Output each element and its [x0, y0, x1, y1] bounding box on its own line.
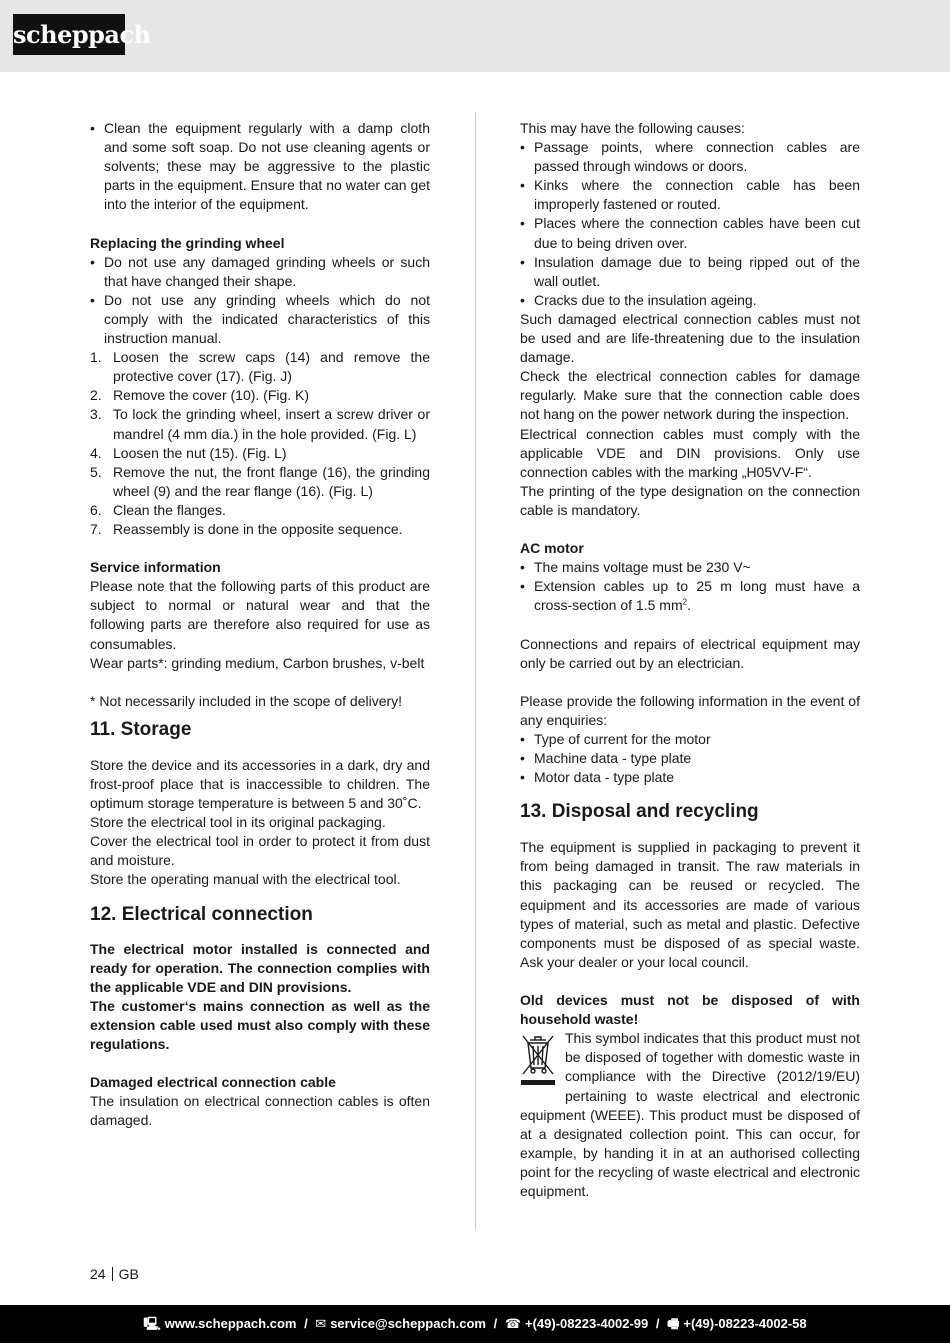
electrical-warning: The electrical motor installed is connected and ready for operation. The connection complies with the applicable VDE and DIN provisions.: [90, 940, 430, 995]
enquiry-item: • Machine data - type plate: [520, 749, 860, 768]
grinding-step: 2. Remove the cover (10). (Fig. K): [90, 387, 310, 404]
enquiry-item: • Motor data - type plate: [520, 768, 860, 787]
causes-intro: This may have the following causes:: [520, 120, 745, 136]
cause-item: • Passage points, where connection cables are passed through windows or doors.: [520, 138, 860, 176]
cause-item: • Insulation damage due to being ripped out of the wall outlet.: [520, 253, 860, 291]
crossed-bin-icon: [520, 1031, 556, 1087]
cause-item: • Kinks where the connection cable has been improperly fastened or routed.: [520, 176, 860, 214]
grinding-step: 3. To lock the grinding wheel, insert a screw driver or mandrel (4 mm dia.) in the hole provided. (Fig. L): [90, 406, 430, 442]
ac-extension-item: • Extension cables up to 25 m long must have a cross-section of 1.5 $mm^2$.: [520, 577, 860, 615]
old-devices-heading: Old devices must not be disposed of with household waste!: [520, 992, 860, 1028]
right-column: [520, 119, 860, 1201]
mail-icon: ✉: [315, 1316, 327, 1331]
computer-icon: 🖳: [143, 1316, 161, 1331]
phone-number[interactable]: +(49)-08223-4002-99: [525, 1316, 649, 1331]
ac-voltage-item: • The mains voltage must be 230 V~: [520, 558, 860, 577]
electrical-warning: The customer‘s mains connection as well as the extension cable used must also comply with these regulations.: [90, 997, 430, 1053]
repairs-note: Connections and repairs of electrical equipment may only be carried out by an electrician.: [520, 635, 860, 671]
website-link[interactable]: www.scheppach.com: [164, 1316, 297, 1331]
cables-paragraph: Check the electrical connection cables for damage regularly. Make sure that the connection cable does not hang on the power network during the inspection.: [520, 368, 860, 423]
storage-paragraph: Store the device and its accessories in a dark, dry and frost-proof place that is inaccessible to children. The optimum storage temperature is between 5 and 30˚C.: [90, 756, 430, 812]
service-text: Please note that the following parts of this product are subject to normal or natural wear and that the following parts are therefore also required for use as consumables.: [90, 578, 430, 652]
cause-item: • Cracks due to the insulation ageing.: [520, 291, 860, 310]
brand-logo: scheppach: [13, 14, 125, 55]
cables-paragraph: Such damaged electrical connection cables must not be used and are life-threatening due to the insulation damage.: [520, 310, 860, 366]
phone-icon: ☎: [504, 1316, 522, 1331]
weee-block: [520, 1029, 860, 1201]
electrical-heading: 12. Electrical connection: [90, 903, 313, 925]
cables-paragraph: The printing of the type designation on the connection cable is mandatory.: [520, 482, 860, 518]
wear-parts: Wear parts*: grinding medium, Carbon brushes, v-belt: [90, 654, 425, 671]
ac-motor-heading: AC motor: [520, 540, 584, 557]
fax-number: +(49)-08223-4002-58: [683, 1316, 807, 1331]
grinding-step: 4. Loosen the nut (15). (Fig. L): [90, 444, 287, 461]
storage-heading: 11. Storage: [90, 718, 192, 740]
damaged-cable-heading: Damaged electrical connection cable: [90, 1074, 336, 1091]
grinding-step: 1. Loosen the screw caps (14) and remove the protective cover (17). (Fig. J): [90, 349, 430, 385]
disposal-heading: 13. Disposal and recycling: [520, 801, 759, 823]
grinding-step: 7. Reassembly is done in the opposite sequence.: [90, 520, 403, 537]
page-number: 24 GB: [90, 1266, 139, 1282]
cables-paragraph: Electrical connection cables must comply with the applicable VDE and DIN provisions. Only use connection cables with the marking „H05VV-F“.: [520, 425, 860, 480]
enquiry-intro: Please provide the following information in the event of any enquiries:: [520, 692, 860, 728]
contact-bar: 🖳 www.scheppach.com / ✉ service@scheppach.com / ☎ +(49)-08223-4002-99 / 🖷 +(49)-08223-4002-58: [0, 1305, 950, 1343]
cause-item: • Places where the connection cables have been cut due to being driven over.: [520, 214, 860, 252]
disposal-text: The equipment is supplied in packaging to prevent it from being damaged in transit. The raw materials in this packaging can be reused or recycled. The equipment and its accessories are made of various types of material, such as metal and plastic. Defective components must be disposed of as special waste. Ask your dealer or your local council.: [520, 839, 860, 970]
damaged-cable-text: The insulation on electrical connection cables is often damaged.: [90, 1093, 430, 1129]
fax-icon: 🖷: [667, 1316, 680, 1331]
storage-paragraph: Store the electrical tool in its original packaging.: [90, 814, 386, 831]
grinding-wheel-heading: Replacing the grinding wheel: [90, 234, 285, 251]
grinding-bullet: • Do not use any damaged grinding wheels or such that have changed their shape.: [90, 253, 430, 291]
storage-paragraph: Cover the electrical tool in order to protect it from dust and moisture.: [90, 833, 430, 869]
grinding-bullet: • Do not use any grinding wheels which do not comply with the indicated characteristics of this instruction manual.: [90, 291, 430, 348]
enquiry-item: • Type of current for the motor: [520, 730, 860, 749]
email-link[interactable]: service@scheppach.com: [330, 1316, 486, 1331]
page-header: [0, 0, 950, 72]
grinding-step: 6. Clean the flanges.: [90, 501, 226, 518]
grinding-step: 5. Remove the nut, the front flange (16), the grinding wheel (9) and the rear flange (16). (Fig. L): [90, 463, 430, 499]
footnote: * Not necessarily included in the scope of delivery!: [90, 692, 403, 709]
left-column: [90, 119, 430, 1131]
column-divider: [475, 113, 476, 1230]
service-heading: Service information: [90, 559, 221, 576]
storage-paragraph: Store the operating manual with the electrical tool.: [90, 871, 401, 888]
weee-text: This symbol indicates that this product must not be disposed of together with domestic waste in compliance with the Directive (2012/19/EU) pertaining to waste electrical and electronic equipment (WEEE). This product must be disposed of at a designated collection point. This can occur, for example, by handing it in at an authorised collecting point for the recycling of waste electrical and electronic equipment.: [520, 1030, 860, 1199]
cleaning-bullet: • Clean the equipment regularly with a damp cloth and some soft soap. Do not use cleaning agents or solvents; these may be aggressive to the plastic parts in the equipment. Ensure that no water can get into the interior of the equipment.: [90, 119, 430, 214]
